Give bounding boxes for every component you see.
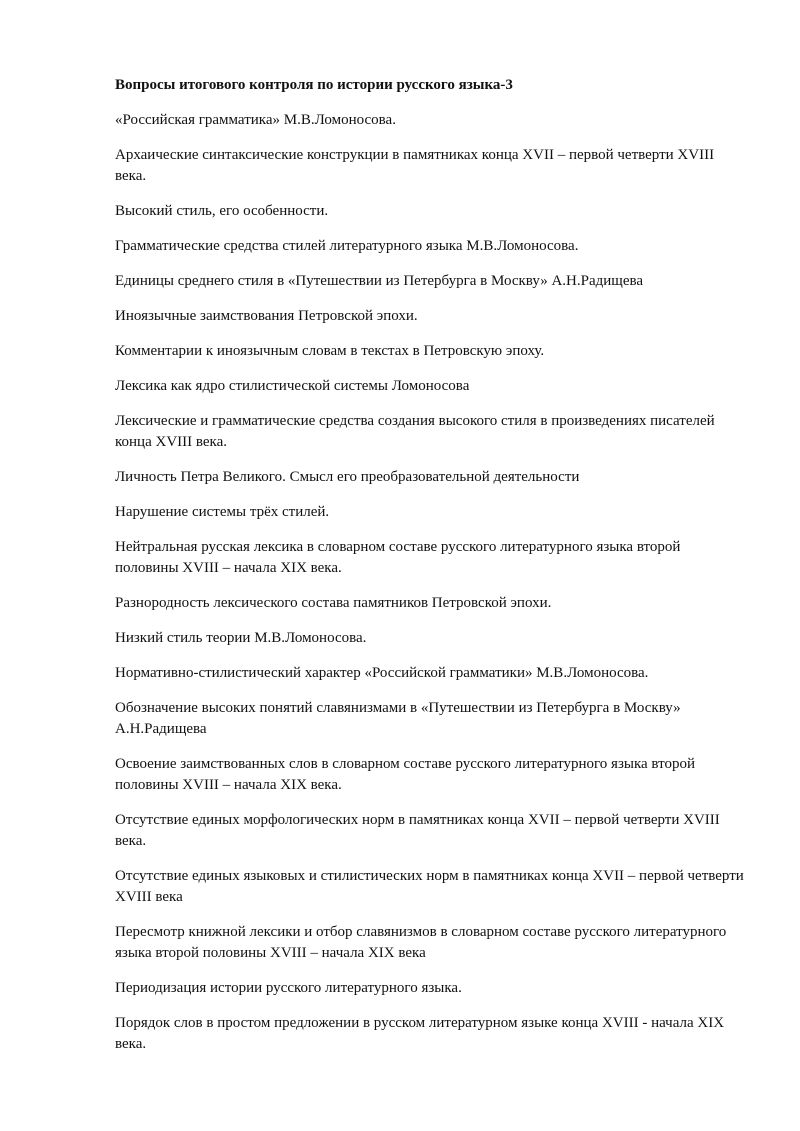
question-item: Отсутствие единых языковых и стилистических норм в памятниках конца XVII – первой четверти XVIII века xyxy=(115,868,744,905)
question-item: Единицы среднего стиля в «Путешествии из Петербурга в Москву» А.Н.Радищева xyxy=(115,273,644,289)
question-item: Освоение заимствованных слов в словарном составе русского литературного языка второй половины XVIII – начала XIX века. xyxy=(115,756,696,793)
question-item: Порядок слов в простом предложении в русском литературном языке конца XVIII - начала XIX века. xyxy=(115,1015,725,1052)
question-item: Разнородность лексического состава памятников Петровской эпохи. xyxy=(115,595,552,611)
question-item: Лексика как ядро стилистической системы Ломоносова xyxy=(115,378,470,394)
question-item: «Российская грамматика» М.В.Ломоносова. xyxy=(115,112,396,128)
question-item: Отсутствие единых морфологических норм в памятниках конца XVII – первой четверти XVIII века. xyxy=(115,812,720,849)
question-item: Обозначение высоких понятий славянизмами в «Путешествии из Петербурга в Москву» А.Н.Радищева xyxy=(115,700,681,737)
question-item: Высокий стиль, его особенности. xyxy=(115,203,329,219)
question-item: Лексические и грамматические средства создания высокого стиля в произведениях писателей конца XVIII века. xyxy=(115,413,715,450)
question-item: Грамматические средства стилей литературного языка М.В.Ломоносова. xyxy=(115,238,579,254)
question-list xyxy=(115,110,744,1055)
question-item: Нормативно-стилистический характер «Российской грамматики» М.В.Ломоносова. xyxy=(115,665,649,681)
question-item: Пересмотр книжной лексики и отбор славянизмов в словарном составе русского литературного языка второй половины XVIII – начала XIX века xyxy=(115,924,727,961)
question-item: Комментарии к иноязычным словам в текстах в Петровскую эпоху. xyxy=(115,343,545,359)
document-title: Вопросы итогового контроля по истории русского языка-3 xyxy=(115,77,513,93)
question-item: Нарушение системы трёх стилей. xyxy=(115,504,330,520)
question-item: Периодизация истории русского литературного языка. xyxy=(115,980,462,996)
question-item: Нейтральная русская лексика в словарном составе русского литературного языка второй половины XVIII – начала XIX века. xyxy=(115,539,681,576)
question-item: Иноязычные заимствования Петровской эпохи. xyxy=(115,308,418,324)
question-item: Архаические синтаксические конструкции в памятниках конца XVII – первой четверти XVIII века. xyxy=(115,147,715,184)
question-item: Личность Петра Великого. Смысл его преобразовательной деятельности xyxy=(115,469,580,485)
question-item: Низкий стиль теории М.В.Ломоносова. xyxy=(115,630,367,646)
